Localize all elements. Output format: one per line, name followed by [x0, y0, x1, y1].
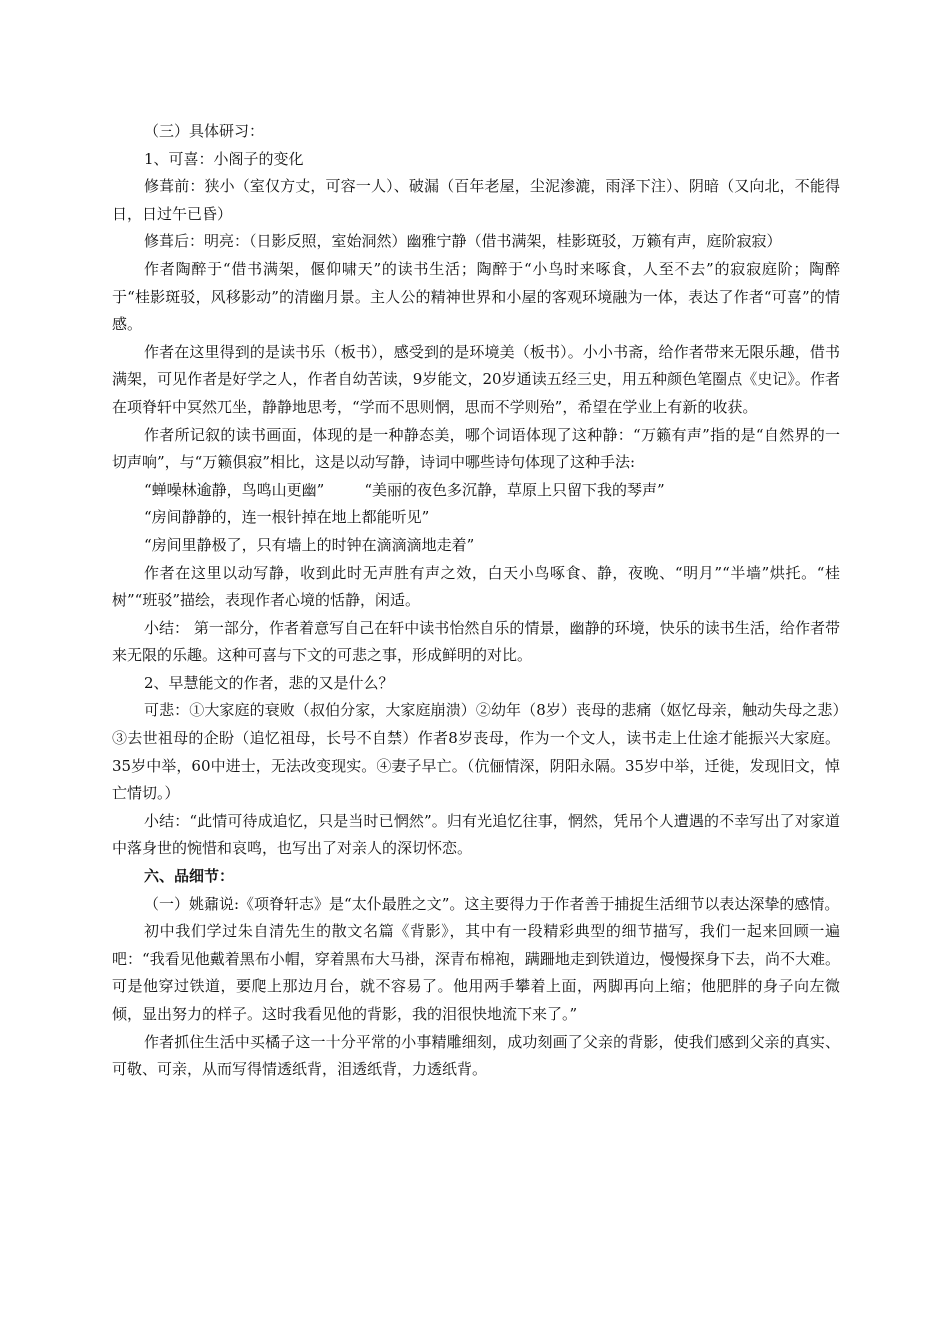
paragraph-sorrow: 可悲：①大家庭的衰败（叔伯分家，大家庭崩溃）②幼年（8岁）丧母的悲痛（妪忆母亲，触动失母之悲）③去世祖母的企盼（追忆祖母，长号不自禁）作者8岁丧母，作为一个文人，读书走上仕途才能振兴大家庭。35岁中举，60中进士，无法改变现实。④妻子早亡。（伉俪情深，阴阳永隔。35岁中举，迁徙，发现旧文，悼亡情切。）	[112, 701, 840, 803]
paragraph-static-beauty: 作者所记叙的读书画面，体现的是一种静态美，哪个词语体现了这种静：“万籁有声”指的是“自然界的一切声响”，与“万籁俱寂”相比，这是以动写静，诗词中哪些诗句体现了这种手法:	[112, 425, 840, 472]
quote-1a: “蝉噪林逾静，鸟鸣山更幽”	[144, 480, 325, 499]
paragraph-summary-2: 小结：“此情可待成追忆，只是当时已惘然”。归有光追忆往事，惘然，凭吊个人遭遇的不幸写出了对家道中落身世的惋惜和哀鸣，也写出了对亲人的深切怀恋。	[112, 811, 840, 858]
paragraph-conclusion: 作者抓住生活中买橘子这一十分平常的小事精雕细刻，成功刻画了父亲的背影，使我们感到父亲的真实、可敬、可亲，从而写得情透纸背，泪透纸背，力透纸背。	[112, 1032, 840, 1079]
section-heading-details: 六、品细节：	[144, 867, 235, 886]
quote-line-1	[112, 477, 840, 505]
subheading-joy: 1、可喜：小阁子的变化	[144, 149, 304, 168]
quote-1b: “美丽的夜色多沉静，草原上只留下我的琴声”	[364, 480, 665, 499]
paragraph-reading-life: 作者陶醉于“借书满架，偃仰啸天”的读书生活；陶醉于“小鸟时来啄食，人至不去”的寂寂庭阶；陶醉于“桂影斑驳，风移影动”的清幽月景。主人公的精神世界和小屋的客观环境融为一体，表达了作者“可喜”的情感。	[112, 259, 840, 334]
quote-line-2: “房间静静的，连一根针掉在地上都能听见”	[144, 508, 430, 527]
paragraph-reading-joy: 作者在这里得到的是读书乐（板书），感受到的是环境美（板书）。小小书斋，给作者带来无限乐趣，借书满架，可见作者是好学之人，作者自幼苦读，9岁能文，20岁通读五经三史，用五种颜色笔圈点《史记》。作者在项脊轩中冥然兀坐，静静地思考，“学而不思则惘，思而不学则殆”，希望在学业上有新的收获。	[112, 342, 840, 416]
paragraph-after-repair: 修葺后：明亮：（日影反照，室始洞然）幽雅宁静（借书满架，桂影斑驳，万籁有声，庭阶寂寂）	[144, 232, 782, 251]
paragraph-motion-stillness: 作者在这里以动写静，收到此时无声胜有声之效，白天小鸟啄食、静，夜晚、“明月”“半墙”烘托。“桂树”“班驳”描绘，表现作者心境的恬静，闲适。	[112, 563, 840, 610]
document-body	[112, 118, 840, 1084]
paragraph-summary-1: 小结： 第一部分，作者着意写自己在轩中读书怡然自乐的情景，幽静的环境，快乐的读书生活，给作者带来无限的乐趣。这种可喜与下文的可悲之事，形成鲜明的对比。	[112, 618, 840, 665]
paragraph-yao-nai: （一）姚鼐说:《项脊轩志》是“太仆最胜之文”。这主要得力于作者善于捕捉生活细节以表达深挚的感情。	[144, 894, 840, 913]
paragraph-back-view: 初中我们学过朱自清先生的散文名篇《背影》，其中有一段精彩典型的细节描写，我们一起来回顾一遍吧：“我看见他戴着黑布小帽，穿着黑布大马褂，深青布棉袍，蹒跚地走到铁道边，慢慢探身下去，尚不大难。可是他穿过铁道，要爬上那边月台，就不容易了。他用两手攀着上面，两脚再向上缩；他肥胖的身子向左微倾，显出努力的样子。这时我看见他的背影，我的泪很快地流下来了。”	[112, 922, 840, 1023]
quote-line-3: “房间里静极了，只有墙上的时钟在滴滴滴地走着”	[144, 535, 475, 554]
subheading-sorrow: 2、早慧能文的作者，悲的又是什么？	[144, 673, 394, 692]
paragraph-before-repair: 修葺前：狭小（室仅方丈，可容一人）、破漏（百年老屋，尘泥渗漉，雨泽下注）、阴暗（又向北，不能得日，日过午已昏）	[112, 177, 840, 223]
section-heading: （三）具体研习：	[144, 122, 265, 140]
